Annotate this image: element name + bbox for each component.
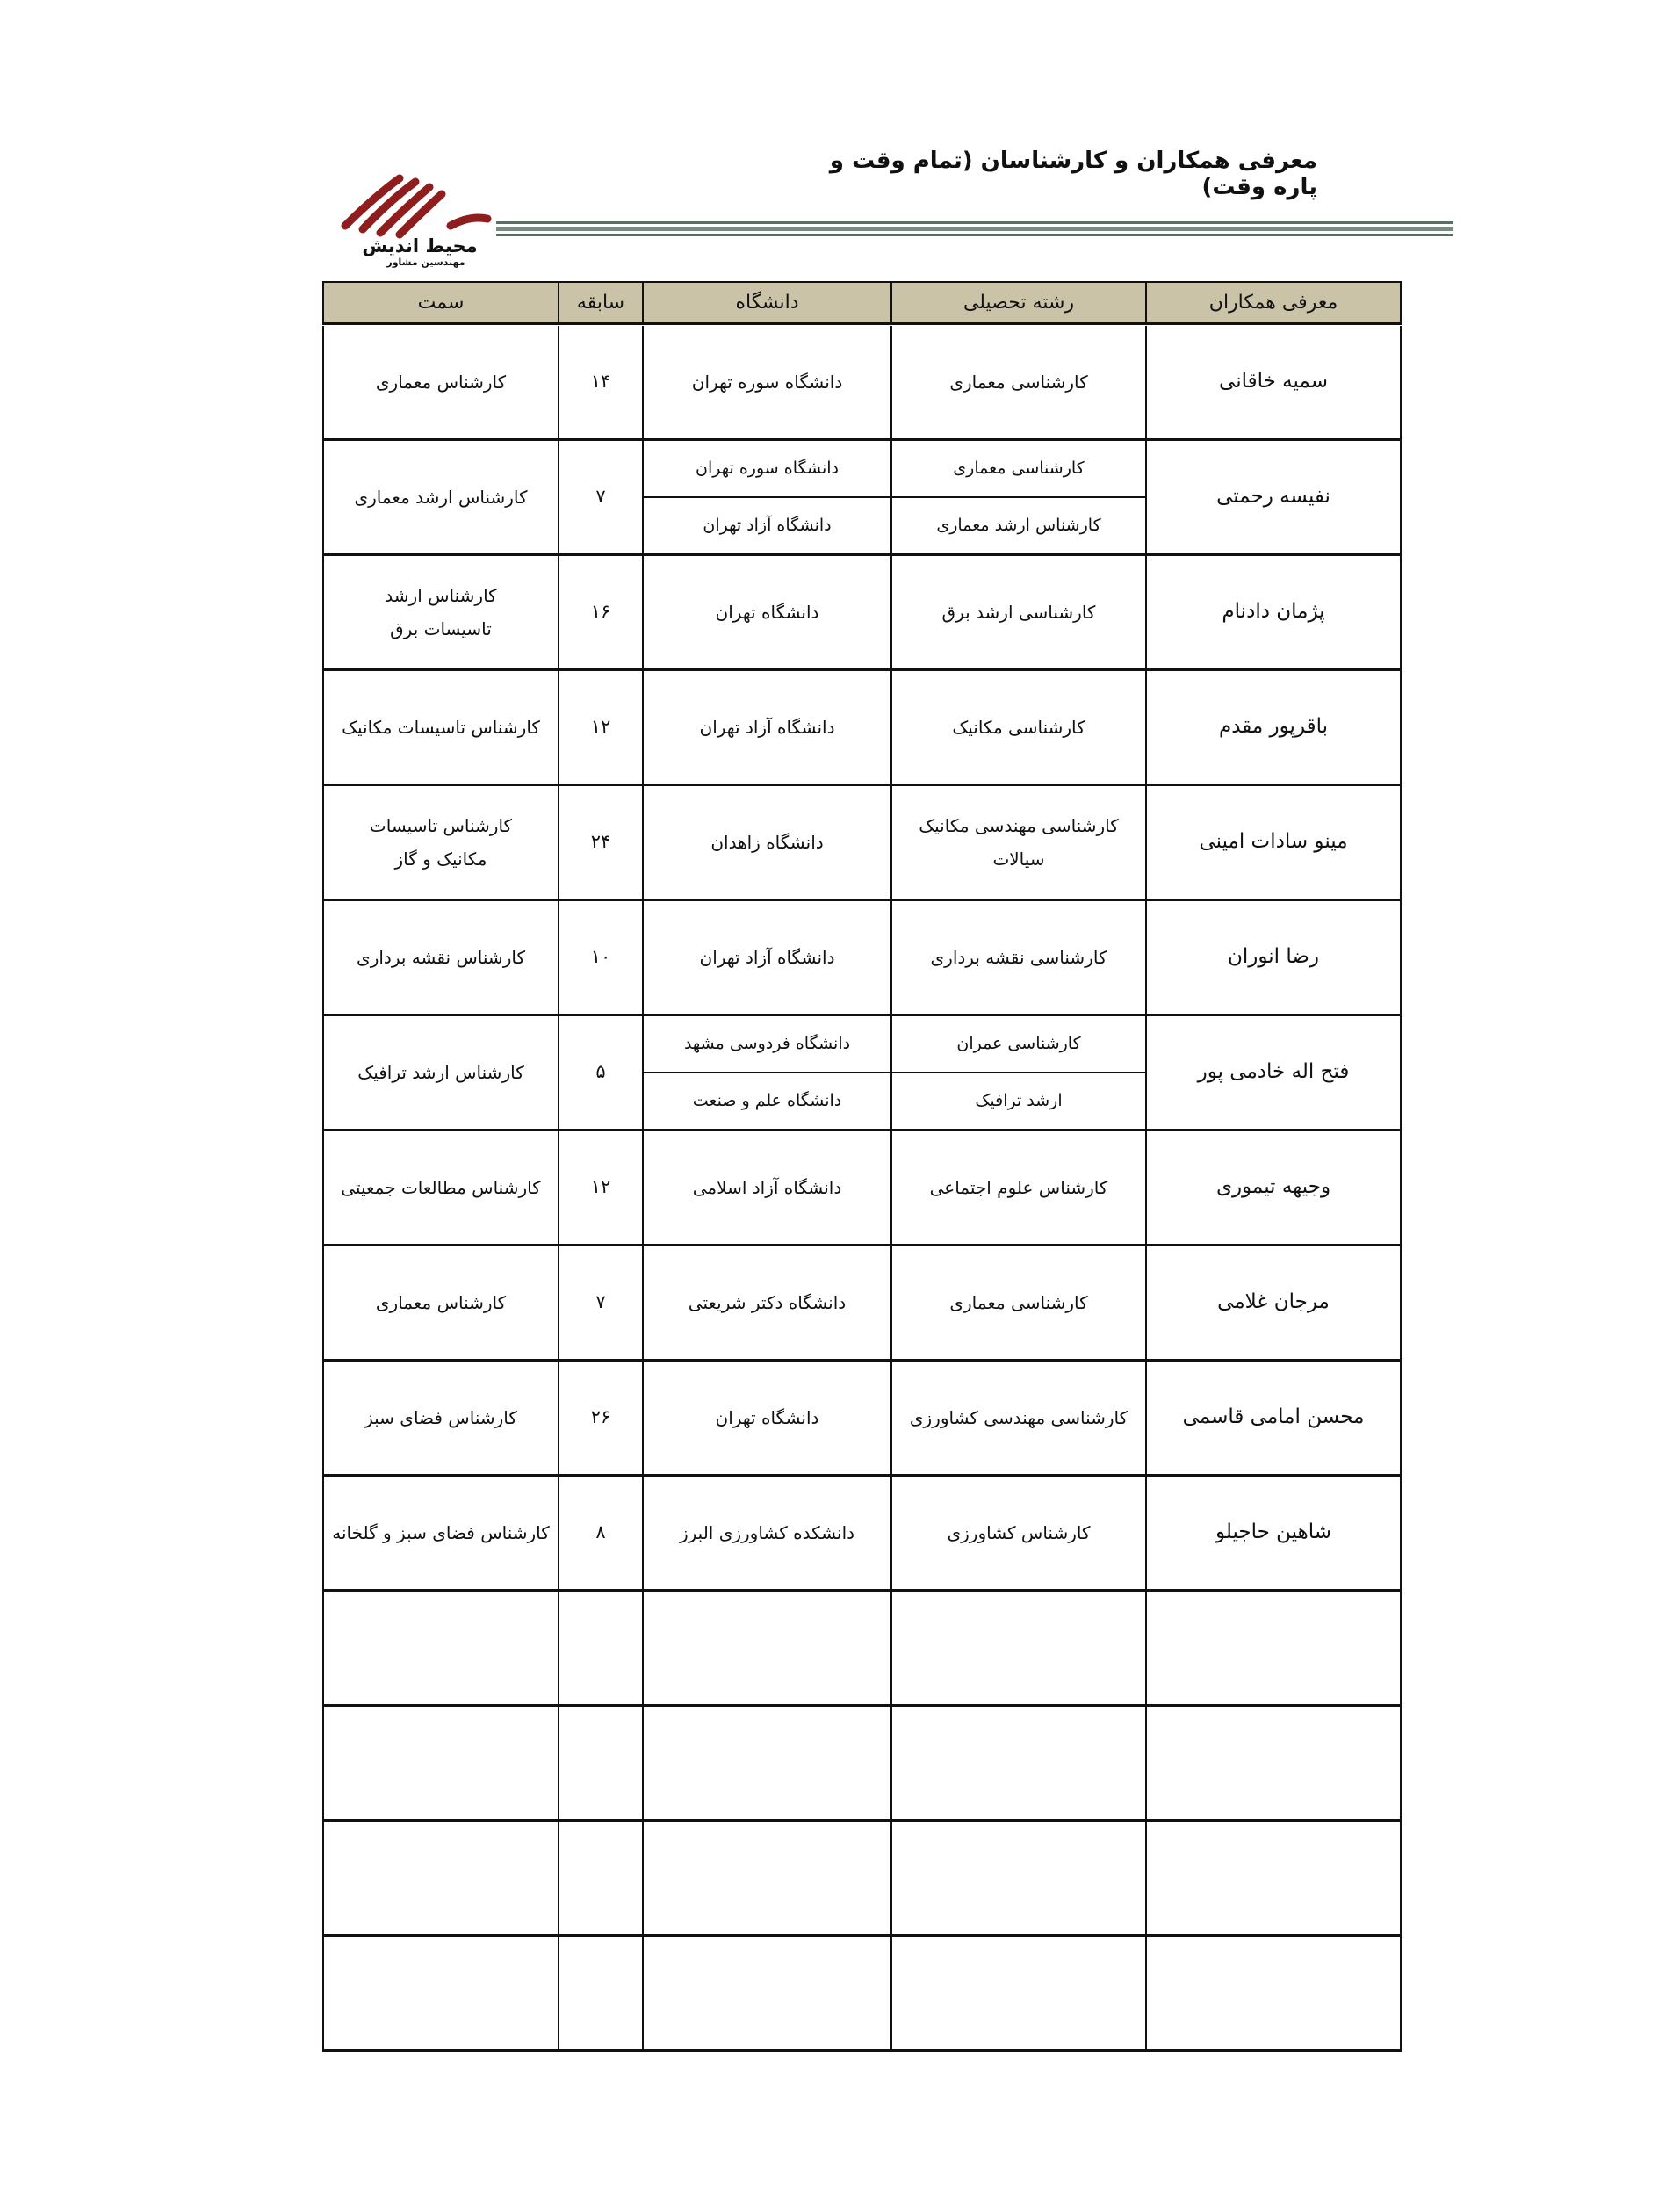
header-name: معرفی همکاران bbox=[1145, 283, 1400, 322]
cell-university-line: دانشگاه آزاد تهران bbox=[644, 496, 890, 553]
cell-field: کارشناسی مهندسی مکانیک سیالات bbox=[890, 786, 1145, 899]
table-body bbox=[322, 326, 1402, 2052]
cell-role bbox=[324, 1937, 558, 2049]
cell-field-line: کارشناس ارشد معماری bbox=[892, 496, 1145, 553]
table-row bbox=[322, 1592, 1402, 1707]
cell-role: کارشناس ارشد معماری bbox=[354, 487, 528, 508]
table-row bbox=[322, 786, 1402, 901]
cell-years: ۱۴ bbox=[558, 326, 642, 438]
table-row bbox=[322, 1246, 1402, 1362]
logo-subtitle: مهندسین مشاور bbox=[386, 256, 465, 268]
cell-years bbox=[558, 1592, 642, 1704]
cell-university: دانشگاه تهران bbox=[642, 556, 890, 668]
cell-field: کارشناسی ارشد برق bbox=[890, 556, 1145, 668]
cell-years: ۱۲ bbox=[558, 671, 642, 784]
cell-university: دانشگاه دکتر شریعتی bbox=[642, 1246, 890, 1359]
cell-university bbox=[642, 1822, 890, 1934]
cell-field bbox=[890, 1822, 1145, 1934]
cell-years: ۲۶ bbox=[558, 1362, 642, 1474]
cell-university bbox=[642, 1707, 890, 1819]
cell-name: باقرپور مقدم bbox=[1145, 671, 1400, 784]
cell-name: نفیسه رحمتی bbox=[1145, 441, 1400, 553]
table-row bbox=[322, 326, 1402, 441]
cell-university: دانشگاه سوره تهران bbox=[642, 326, 890, 438]
table-row bbox=[322, 1822, 1402, 1937]
cell-field: کارشناس کشاورزی bbox=[890, 1477, 1145, 1589]
cell-university-line: دانشگاه علم و صنعت bbox=[644, 1072, 890, 1129]
cell-university: دانشکده کشاورزی البرز bbox=[642, 1477, 890, 1589]
cell-role: کارشناس تاسیسات مکانیک bbox=[342, 717, 540, 738]
table-row bbox=[322, 1016, 1402, 1131]
header-role: سمت bbox=[417, 291, 465, 314]
cell-role: کارشناس مطالعات جمعیتی bbox=[341, 1177, 541, 1198]
cell-university-line: دانشگاه سوره تهران bbox=[696, 459, 839, 479]
cell-years bbox=[558, 1707, 642, 1819]
header-field: رشته تحصیلی bbox=[890, 283, 1145, 322]
cell-field-line: کارشناسی عمران bbox=[956, 1034, 1081, 1054]
table-row bbox=[322, 1131, 1402, 1246]
cell-field: کارشناسی مکانیک bbox=[890, 671, 1145, 784]
cell-name: محسن امامی قاسمی bbox=[1145, 1362, 1400, 1474]
cell-name: سمیه خاقانی bbox=[1145, 326, 1400, 438]
header-years: سابقه bbox=[558, 283, 642, 322]
cell-field: کارشناسی مهندسی کشاورزی bbox=[890, 1362, 1145, 1474]
cell-years: ۸ bbox=[558, 1477, 642, 1589]
cell-role: کارشناس نقشه برداری bbox=[357, 947, 525, 968]
table-row bbox=[322, 901, 1402, 1016]
cell-university-line: دانشگاه فردوسی مشهد bbox=[683, 1034, 851, 1054]
cell-field-line: ارشد ترافیک bbox=[892, 1072, 1145, 1129]
cell-field bbox=[890, 1707, 1145, 1819]
cell-name bbox=[1145, 1822, 1400, 1934]
cell-years bbox=[558, 1822, 642, 1934]
header-rule-bottom bbox=[496, 234, 1453, 236]
cell-role: کارشناس ارشد تاسیسات برق bbox=[385, 585, 497, 639]
cell-name: مرجان غلامی bbox=[1145, 1246, 1400, 1359]
cell-role bbox=[324, 1707, 558, 1819]
cell-university: دانشگاه آزاد تهران bbox=[642, 671, 890, 784]
cell-years: ۲۴ bbox=[558, 786, 642, 899]
cell-university bbox=[642, 1016, 890, 1129]
table-row bbox=[322, 1707, 1402, 1822]
cell-role: کارشناس معماری bbox=[375, 372, 507, 393]
header-rule-top bbox=[496, 221, 1453, 224]
cell-years: ۵ bbox=[558, 1016, 642, 1129]
table-row bbox=[322, 1937, 1402, 2052]
cell-role: کارشناس فضای سبز و گلخانه bbox=[332, 1522, 550, 1543]
cell-field: کارشناسی معماری bbox=[890, 326, 1145, 438]
page-title: معرفی همکاران و کارشناسان (تمام وقت و پاره وقت) bbox=[829, 148, 1317, 200]
cell-name: فتح اله خادمی پور bbox=[1145, 1016, 1400, 1129]
cell-field: کارشناسی معماری bbox=[890, 1246, 1145, 1359]
cell-name: وجیهه تیموری bbox=[1145, 1131, 1400, 1244]
cell-field bbox=[890, 1016, 1145, 1129]
cell-field bbox=[890, 1592, 1145, 1704]
cell-university bbox=[642, 1937, 890, 2049]
table-header-row bbox=[322, 281, 1402, 325]
cell-field bbox=[890, 1937, 1145, 2049]
logo-arcs-icon bbox=[338, 171, 496, 242]
cell-years: ۱۰ bbox=[558, 901, 642, 1014]
table-row bbox=[322, 441, 1402, 556]
cell-role: کارشناس تاسیسات مکانیک و گاز bbox=[369, 815, 513, 870]
cell-role bbox=[324, 1592, 558, 1704]
cell-university bbox=[642, 1592, 890, 1704]
cell-name: پژمان دادنام bbox=[1145, 556, 1400, 668]
cell-role: کارشناس فضای سبز bbox=[364, 1407, 517, 1428]
cell-years: ۱۲ bbox=[558, 1131, 642, 1244]
cell-name bbox=[1145, 1592, 1400, 1704]
cell-years: ۷ bbox=[558, 441, 642, 553]
cell-years bbox=[558, 1937, 642, 2049]
cell-role: کارشناس معماری bbox=[375, 1292, 507, 1313]
cell-university: دانشگاه زاهدان bbox=[642, 786, 890, 899]
table-row bbox=[322, 1362, 1402, 1477]
cell-role bbox=[324, 1822, 558, 1934]
cell-field: کارشناس علوم اجتماعی bbox=[890, 1131, 1145, 1244]
cell-role: کارشناس ارشد ترافیک bbox=[357, 1062, 524, 1083]
cell-university: دانشگاه تهران bbox=[642, 1362, 890, 1474]
logo-name: محیط اندیش bbox=[362, 235, 478, 256]
header-university: دانشگاه bbox=[642, 283, 890, 322]
table-row bbox=[322, 1477, 1402, 1592]
table-row bbox=[322, 671, 1402, 786]
cell-name: شاهین حاجیلو bbox=[1145, 1477, 1400, 1589]
cell-name bbox=[1145, 1707, 1400, 1819]
table-row bbox=[322, 556, 1402, 671]
cell-university: دانشگاه آزاد تهران bbox=[642, 901, 890, 1014]
cell-years: ۱۶ bbox=[558, 556, 642, 668]
cell-name: مینو سادات امینی bbox=[1145, 786, 1400, 899]
cell-name: رضا انوران bbox=[1145, 901, 1400, 1014]
cell-university: دانشگاه آزاد اسلامی bbox=[642, 1131, 890, 1244]
cell-name bbox=[1145, 1937, 1400, 2049]
staff-table bbox=[322, 281, 1402, 2052]
cell-university bbox=[642, 441, 890, 553]
cell-field: کارشناسی نقشه برداری bbox=[890, 901, 1145, 1014]
cell-field bbox=[890, 441, 1145, 553]
cell-years: ۷ bbox=[558, 1246, 642, 1359]
cell-field-line: کارشناسی معماری bbox=[953, 459, 1085, 479]
header-rule-middle bbox=[496, 227, 1453, 231]
